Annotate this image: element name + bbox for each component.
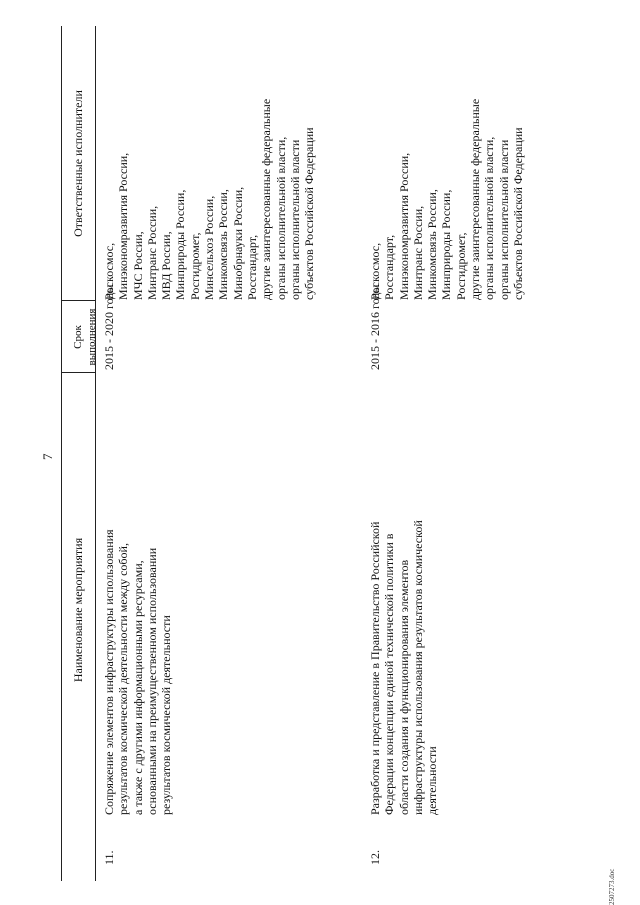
row-11-number: 11. — [102, 850, 116, 865]
row-11-deadline: 2015 - 2020 годы — [102, 284, 116, 370]
row-12-name: Разработка и представление в Правительство Российской Федерации концепции единой технической политики в области создания и функционирования элементов инфраструктуры использования результатов космической деятельности — [368, 520, 440, 815]
table-top-rule — [61, 26, 62, 881]
header-deadline: Срок выполнения — [72, 308, 98, 366]
row-12-deadline: 2015 - 2016 годы — [368, 284, 382, 370]
header-bottom-rule — [95, 26, 96, 881]
row-12-number: 12. — [368, 850, 382, 865]
footer-file-code: 2507273.doc — [608, 868, 616, 905]
page-number: 7 — [40, 453, 55, 460]
header-executors: Ответственные исполнители — [71, 90, 85, 237]
header-name: Наименование мероприятия — [71, 537, 85, 683]
row-12-executors: Роскосмос, Росстандарт, Минэкономразвития России, Минтранс России, Минкомсвязь России, Минприроды России, Росгидромет, другие заинтересованные федеральные органы исполнительной власти, органы исполнительной власти субъектов Российской Федерации — [368, 98, 525, 300]
row-11-executors: Роскосмос, Минэкономразвития России, МЧС России, Минтранс России, МВД России, Минприроды России, Росгидромет, Минсельхоз России, Минкомсвязь России, Минобрнауки России, Росстандарт, другие заинтересованные федеральные органы исполнительной власти, органы исполнительной власти субъектов Российской Федерации — [102, 98, 317, 300]
row-11-name: Сопряжение элементов инфраструктуры использования результатов космической деятельности между собой, а также с другими информационными ресурсами, основанными на преимущественном использовании результатов космической деятельности — [102, 529, 174, 815]
